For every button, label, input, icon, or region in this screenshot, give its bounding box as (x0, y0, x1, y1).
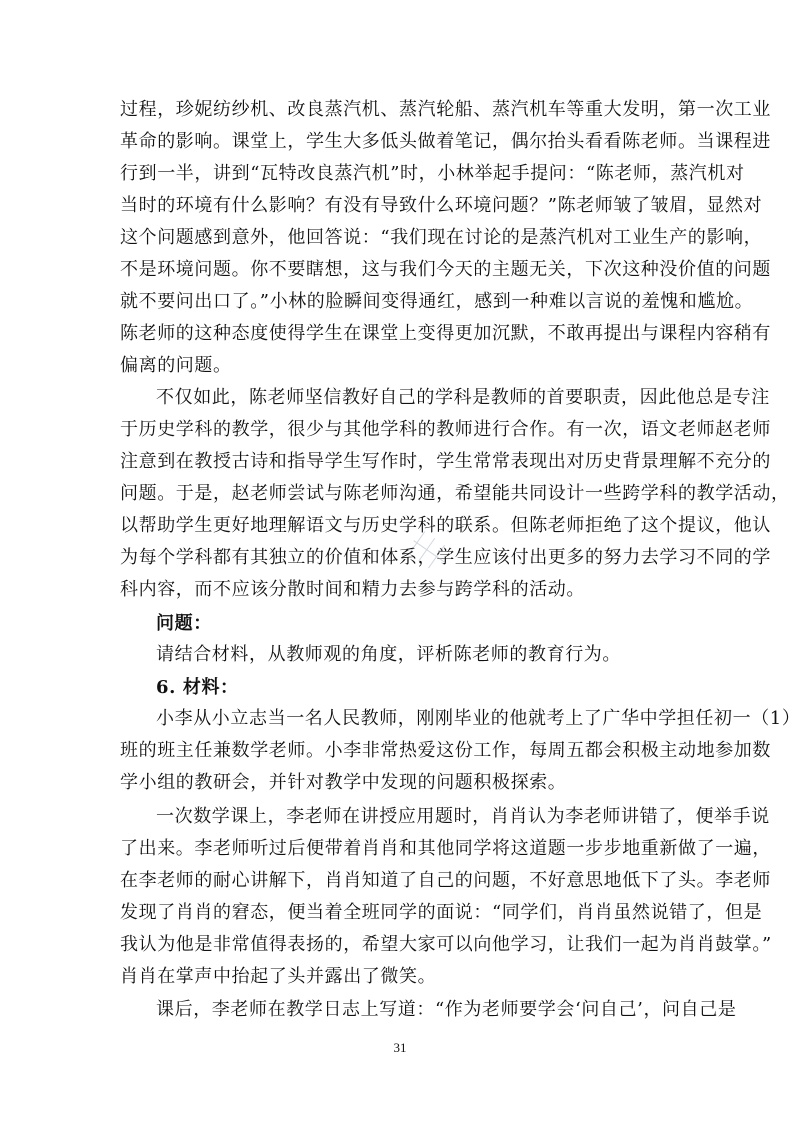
para1-line: 当时的环境有什么影响？有没有导致什么环境问题？”陈老师皱了皱眉，显然对 (120, 195, 763, 216)
para4-line: 发现了肖肖的窘态，便当着全班同学的面说：“同学们，肖肖虽然说错了，但是 (120, 902, 763, 923)
question-heading: 问题： (156, 613, 212, 634)
para1-line: 就不要问出口了。”小林的脸瞬间变得通红，感到一种难以言说的羞愧和尴尬。 (120, 291, 754, 312)
para1-line: 过程，珍妮纺纱机、改良蒸汽机、蒸汽轮船、蒸汽机车等重大发明，第一次工业 (120, 99, 771, 120)
section-6-heading: 6. 材料： (156, 677, 239, 698)
para4-line: 我认为他是非常值得表扬的，希望大家可以向他学习，让我们一起为肖肖鼓掌。” (120, 934, 772, 955)
para5-line: 课后，李老师在教学日志上写道：“作为老师要学会‘问自己’，问自己是 (156, 999, 737, 1020)
para3-line: 学小组的教研会，并针对教学中发现的问题积极探索。 (120, 772, 567, 793)
para3-line: 小李从小立志当一名人民教师，刚刚毕业的他就考上了广华中学担任初一（1） (156, 708, 800, 729)
para1-line: 行到一半，讲到“瓦特改良蒸汽机”时，小林举起手提问：“陈老师，蒸汽机对 (120, 163, 745, 184)
para2-line: 为每个学科都有其独立的价值和体系，学生应该付出更多的努力去学习不同的学 (120, 547, 771, 568)
para2-line: 注意到在教授古诗和指导学生写作时，学生常常表现出对历史背景理解不充分的 (120, 451, 771, 472)
para1-line: 革命的影响。课堂上，学生大多低头做着笔记，偶尔抬头看看陈老师。当课程进 (120, 131, 771, 152)
para2-line: 以帮助学生更好地理解语文与历史学科的联系。但陈老师拒绝了这个提议，他认 (120, 515, 771, 536)
para1-line: 偏离的问题。 (120, 355, 232, 376)
page-number: 31 (393, 1040, 407, 1055)
para2-line: 于历史学科的教学，很少与其他学科的教师进行合作。有一次，语文老师赵老师 (120, 419, 771, 440)
para3-line: 班的班主任兼数学老师。小李非常热爱这份工作，每周五都会积极主动地参加数 (120, 740, 771, 761)
para1-line: 不是环境问题。你不要瞎想，这与我们今天的主题无关，下次这种没价值的问题 (120, 259, 771, 280)
para4-line: 一次数学课上，李老师在讲授应用题时，肖肖认为李老师讲错了，便举手说 (156, 806, 770, 827)
para1-line: 这个问题感到意外，他回答说：“我们现在讨论的是蒸汽机对工业生产的影响， (120, 227, 763, 248)
para2-line: 科内容，而不应该分散时间和精力去参与跨学科的活动。 (120, 579, 585, 600)
para2-line: 不仅如此，陈老师坚信教好自己的学科是教师的首要职责，因此他总是专注 (156, 387, 770, 408)
para4-line: 了出来。李老师听过后便带着肖肖和其他同学将这道题一步步地重新做了一遍， (120, 838, 771, 859)
para4-line: 在李老师的耐心讲解下，肖肖知道了自己的问题，不好意思地低下了头。李老师 (120, 870, 771, 891)
para2-line: 问题。于是，赵老师尝试与陈老师沟通，希望能共同设计一些跨学科的教学活动， (120, 483, 790, 504)
para1-line: 陈老师的这种态度使得学生在课堂上变得更加沉默，不敢再提出与课程内容稍有 (120, 323, 771, 344)
para4-line: 肖肖在掌声中抬起了头并露出了微笑。 (120, 966, 437, 987)
question-text: 请结合材料，从教师观的角度，评析陈老师的教育行为。 (156, 644, 621, 665)
